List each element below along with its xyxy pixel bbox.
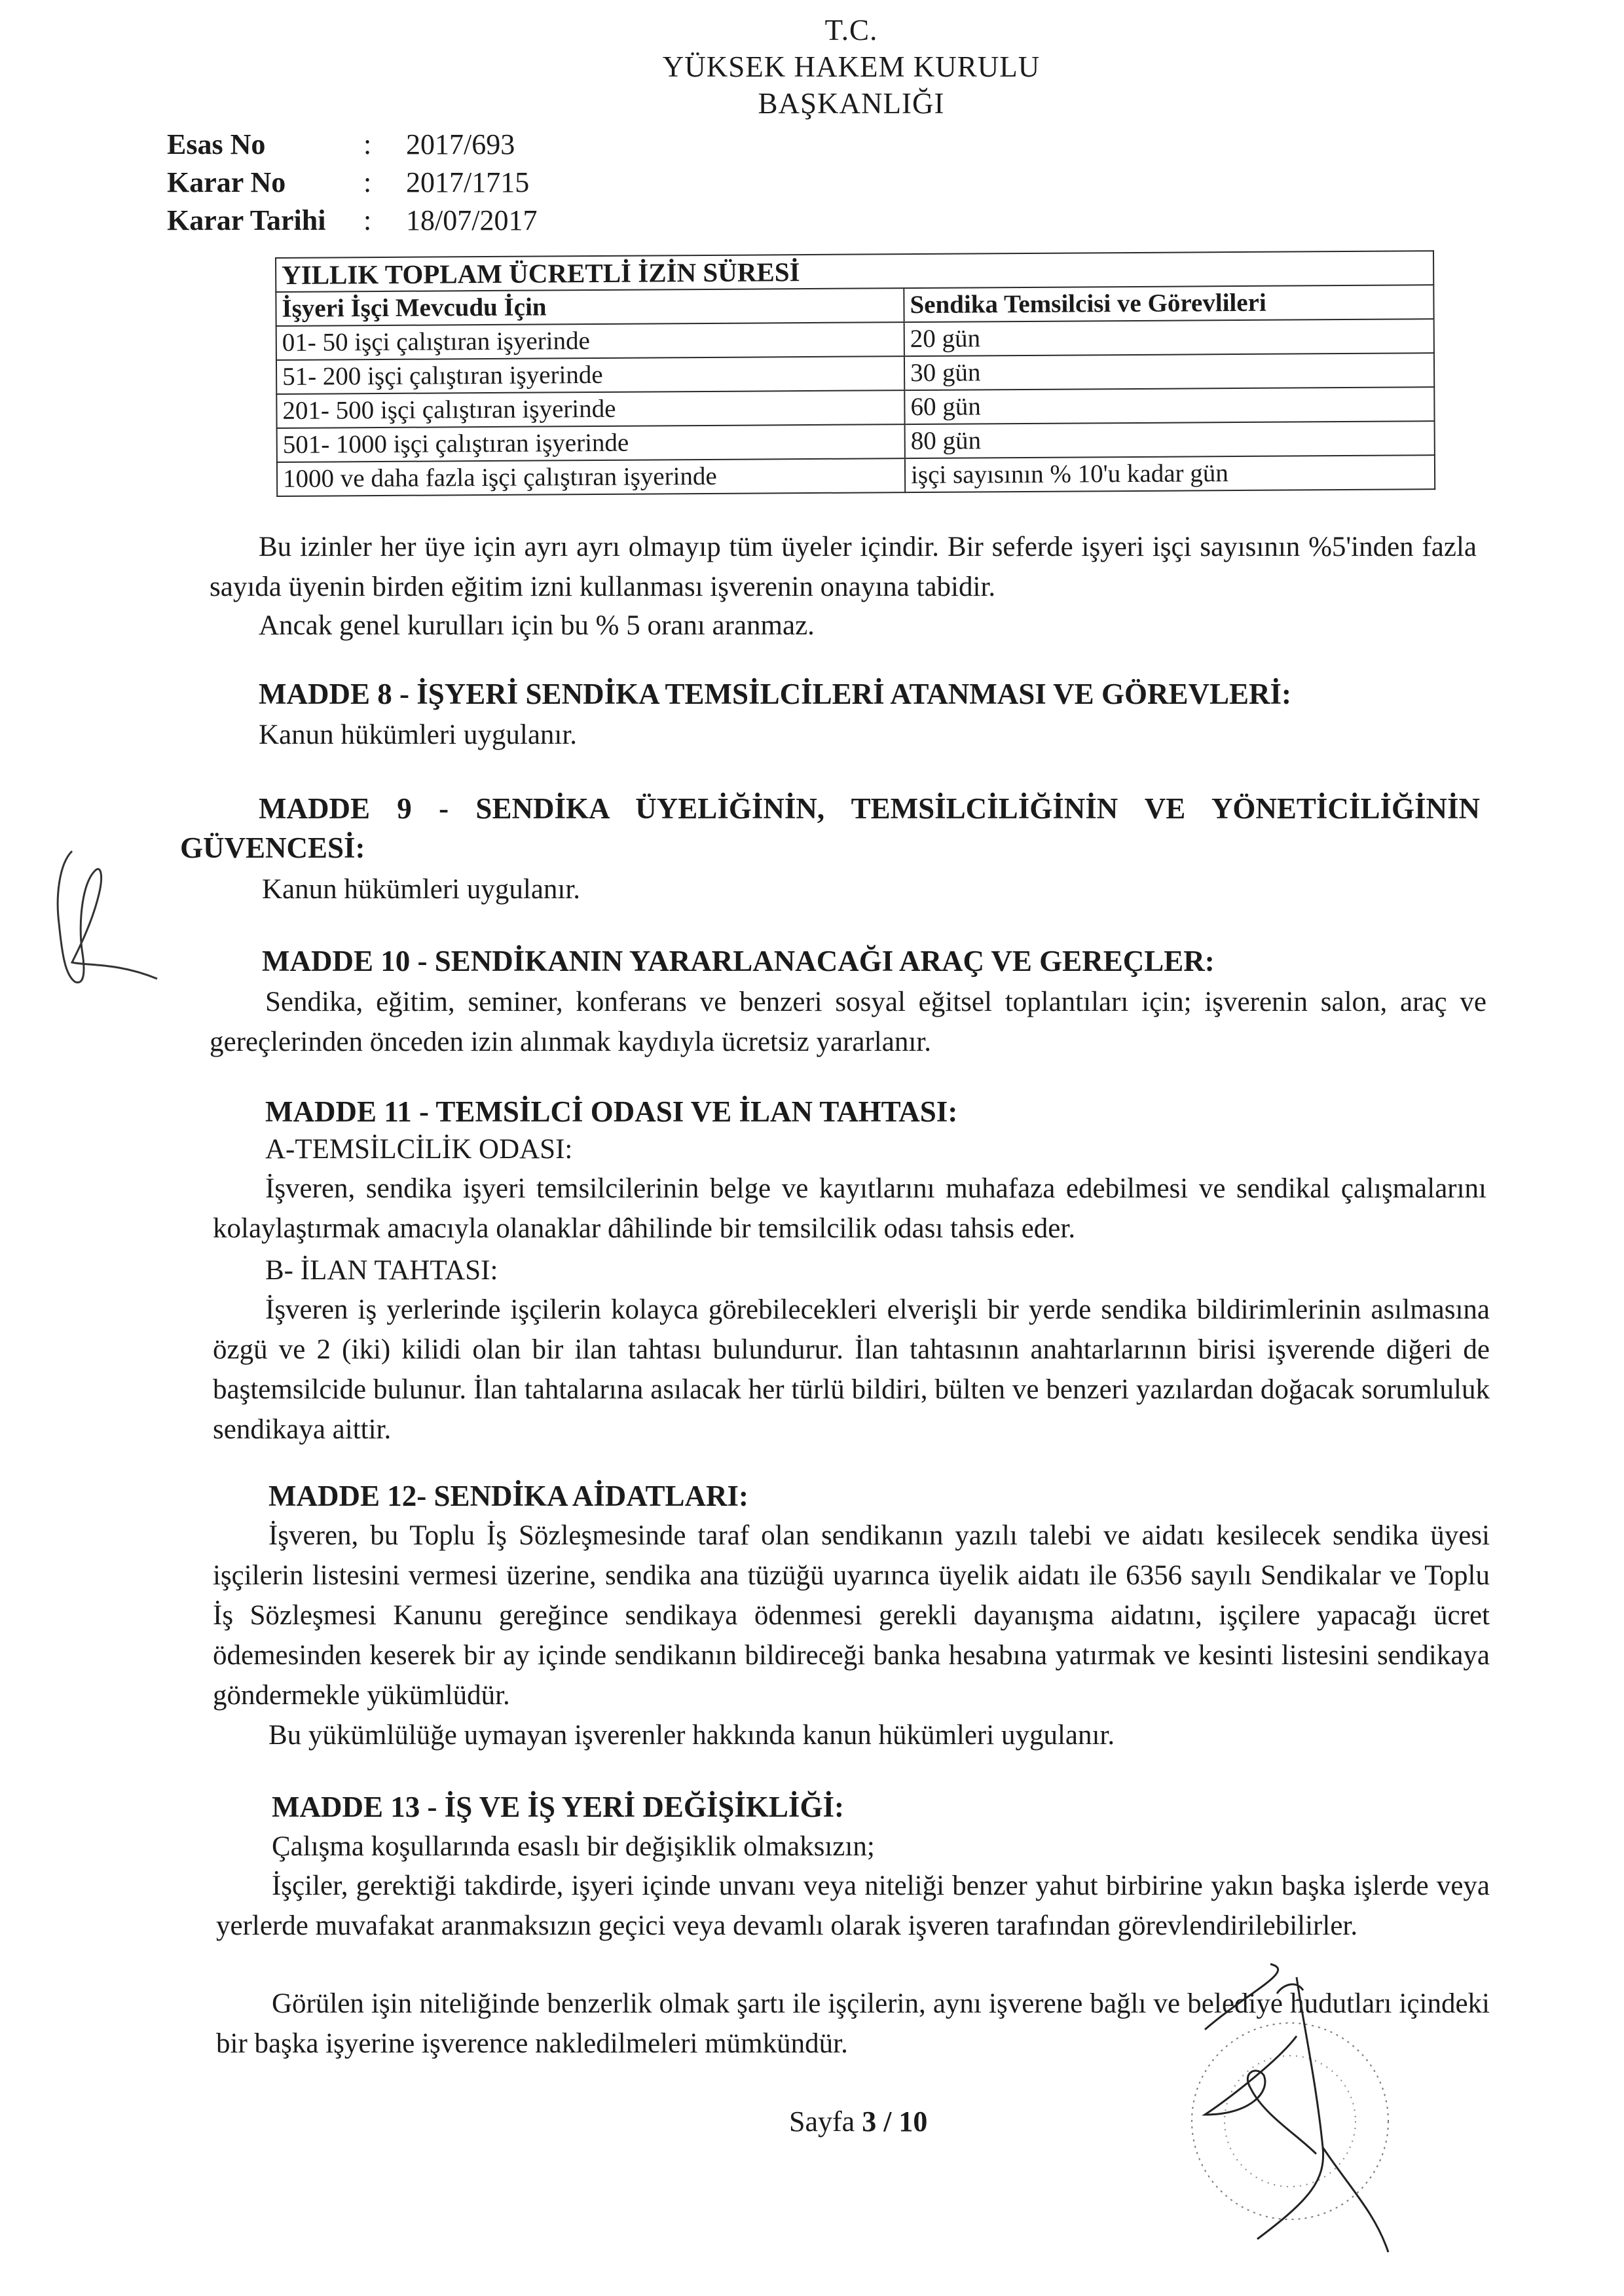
meta-separator: :	[363, 128, 372, 160]
madde-10-body: Sendika, eğitim, seminer, konferans ve benzeri sosyal eğitsel toplantıları için; işverenin salon, araç ve gereçlerinden önceden izin alınmak kaydıyla ücretsiz yararlanır.	[210, 987, 1486, 1057]
table-cell: 1000 ve daha fazla işçi çalıştıran işyerinde	[277, 458, 905, 496]
table-cell: 51- 200 işçi çalıştıran işyerinde	[276, 356, 904, 394]
page-number-prefix: Sayfa	[789, 2105, 855, 2138]
leave-table	[275, 250, 1435, 497]
madde-12-title: MADDE 12- SENDİKA AİDATLARI:	[268, 1480, 748, 1512]
madde-8-title: MADDE 8 - İŞYERİ SENDİKA TEMSİLCİLERİ ATANMASI VE GÖREVLERİ:	[259, 678, 1291, 710]
header-line-tc: T.C.	[824, 14, 878, 46]
madde-9-title: MADDE 9 - SENDİKA ÜYELİĞİNİN, TEMSİLCİLİĞİNİN VE YÖNETİCİLİĞİNİN GÜVENCESİ:	[180, 792, 1480, 864]
page-number	[789, 2105, 927, 2138]
madde-8-body: Kanun hükümleri uygulanır.	[259, 720, 578, 750]
meta-label: Esas No	[167, 128, 266, 160]
madde-10-title: MADDE 10 - SENDİKANIN YARARLANACAĞI ARAÇ VE GEREÇLER:	[262, 945, 1215, 977]
paragraph-izin-note: Bu izinler her üye için ayrı ayrı olmayıp tüm üyeler içindir. Bir seferde işyeri işçi sayısının %5'inden fazla sayıda üyenin birden eğitim izni kullanması işverenin onayına tabidir.	[210, 532, 1477, 602]
meta-label: Karar Tarihi	[167, 204, 326, 236]
madde-12-p2: Bu yükümlülüğe uymayan işverenler hakkında kanun hükümleri uygulanır.	[268, 1720, 1115, 1751]
meta-value: 2017/1715	[406, 166, 530, 198]
madde-13-p1: Çalışma koşullarında esaslı bir değişiklik olmaksızın;	[272, 1831, 875, 1862]
header-line-department: BAŞKANLIĞI	[758, 87, 945, 120]
madde-11-a-body: İşveren, sendika işyeri temsilcilerinin belge ve kayıtlarını muhafaza edebilmesi ve sendikal çalışmalarını kolaylaştırmak amacıyla olanaklar dâhilinde bir temsilcilik odası tahsis eder.	[213, 1173, 1486, 1244]
table-cell: 60 gün	[904, 387, 1434, 424]
meta-row-karar	[167, 166, 537, 204]
madde-13-p2: İşçiler, gerektiği takdirde, işyeri içinde unvanı veya niteliği benzer yahut birbirine yakın başka işlerde veya yerlerde muvafakat aranmaksızın geçici veya devamlı olarak işveren tarafından görevlendirilebilirler.	[216, 1870, 1490, 1941]
madde-11-sub-a: A-TEMSİLCİLİK ODASI:	[265, 1134, 573, 1165]
table-cell: 501- 1000 işçi çalıştıran işyerinde	[277, 424, 905, 462]
margin-initial-signature	[46, 845, 177, 995]
table-header-col1: İşyeri İşçi Mevcudu İçin	[276, 288, 904, 326]
table-cell: 30 gün	[904, 353, 1434, 390]
table-cell: 01- 50 işçi çalıştıran işyerinde	[276, 322, 904, 360]
meta-separator: :	[363, 166, 372, 198]
table-cell: 20 gün	[904, 319, 1434, 356]
document-header	[0, 12, 1624, 122]
case-meta	[167, 128, 537, 242]
header-line-institution: YÜKSEK HAKEM KURULU	[662, 50, 1041, 83]
meta-row-esas	[167, 128, 537, 166]
table-cell: işçi sayısının % 10'u kadar gün	[905, 455, 1435, 492]
meta-separator: :	[363, 204, 372, 236]
madde-13-p3: Görülen işin niteliğinde benzerlik olmak şartı ile işçilerin, aynı işverene bağlı ve belediye hudutları içindeki bir başka işyerine işverence nakledilmeleri mümkündür.	[216, 1988, 1490, 2059]
madde-13-title: MADDE 13 - İŞ VE İŞ YERİ DEĞİŞİKLİĞİ:	[272, 1791, 844, 1823]
meta-row-tarih	[167, 204, 537, 242]
madde-11-sub-b: B- İLAN TAHTASI:	[265, 1255, 498, 1286]
table-header-col2: Sendika Temsilcisi ve Görevlileri	[904, 285, 1433, 322]
meta-label: Karar No	[167, 166, 286, 198]
page-number-value: 3 / 10	[862, 2105, 928, 2138]
meta-value: 2017/693	[406, 128, 515, 160]
table-cell: 80 gün	[905, 421, 1435, 458]
madde-9-body: Kanun hükümleri uygulanır.	[262, 874, 581, 905]
table-cell: 201- 500 işçi çalıştıran işyerinde	[276, 390, 904, 428]
table-row	[277, 455, 1435, 496]
madde-11-b-body: İşveren iş yerlerinde işçilerin kolayca görebilecekleri elverişli bir yerde sendika bildirimlerinin asılmasına özgü ve 2 (iki) kilidi olan bir ilan tahtası bulundurur. İlan tahtasının anahtarlarının birisi işverende diğeri de baştemsilcide bulunur. İlan tahtalarına asılacak her türlü bildiri, bülten ve benzeri yazılardan doğacak sorumluluk sendikaya aittir.	[213, 1294, 1490, 1445]
leave-table-container	[275, 250, 1435, 497]
table-title: YILLIK TOPLAM ÜCRETLİ İZİN SÜRESİ	[276, 251, 1433, 292]
madde-12-p1: İşveren, bu Toplu İş Sözleşmesinde taraf olan sendikanın yazılı talebi ve aidatı kesilecek sendika üyesi işçilerin listesini vermesi üzerine, sendika ana tüzüğü uyarınca üyelik aidatı ile 6356 sayılı Sendikalar ve Toplu İş Sözleşmesi Kanunu gereğince sendikaya ödenmesi gerekli dayanışma aidatını, işçilere yapacağı ücret ödemesinden keserek bir ay içinde sendikanın bildireceği banka hesabına yatırmak ve kesinti listesini sendikaya göndermekle yükümlüdür.	[213, 1520, 1490, 1711]
paragraph-genel-kurul: Ancak genel kurulları için bu % 5 oranı aranmaz.	[259, 610, 815, 641]
seal-and-signature	[1100, 1951, 1467, 2265]
madde-11-title: MADDE 11 - TEMSİLCİ ODASI VE İLAN TAHTASI:	[265, 1095, 958, 1128]
meta-value: 18/07/2017	[406, 204, 538, 236]
